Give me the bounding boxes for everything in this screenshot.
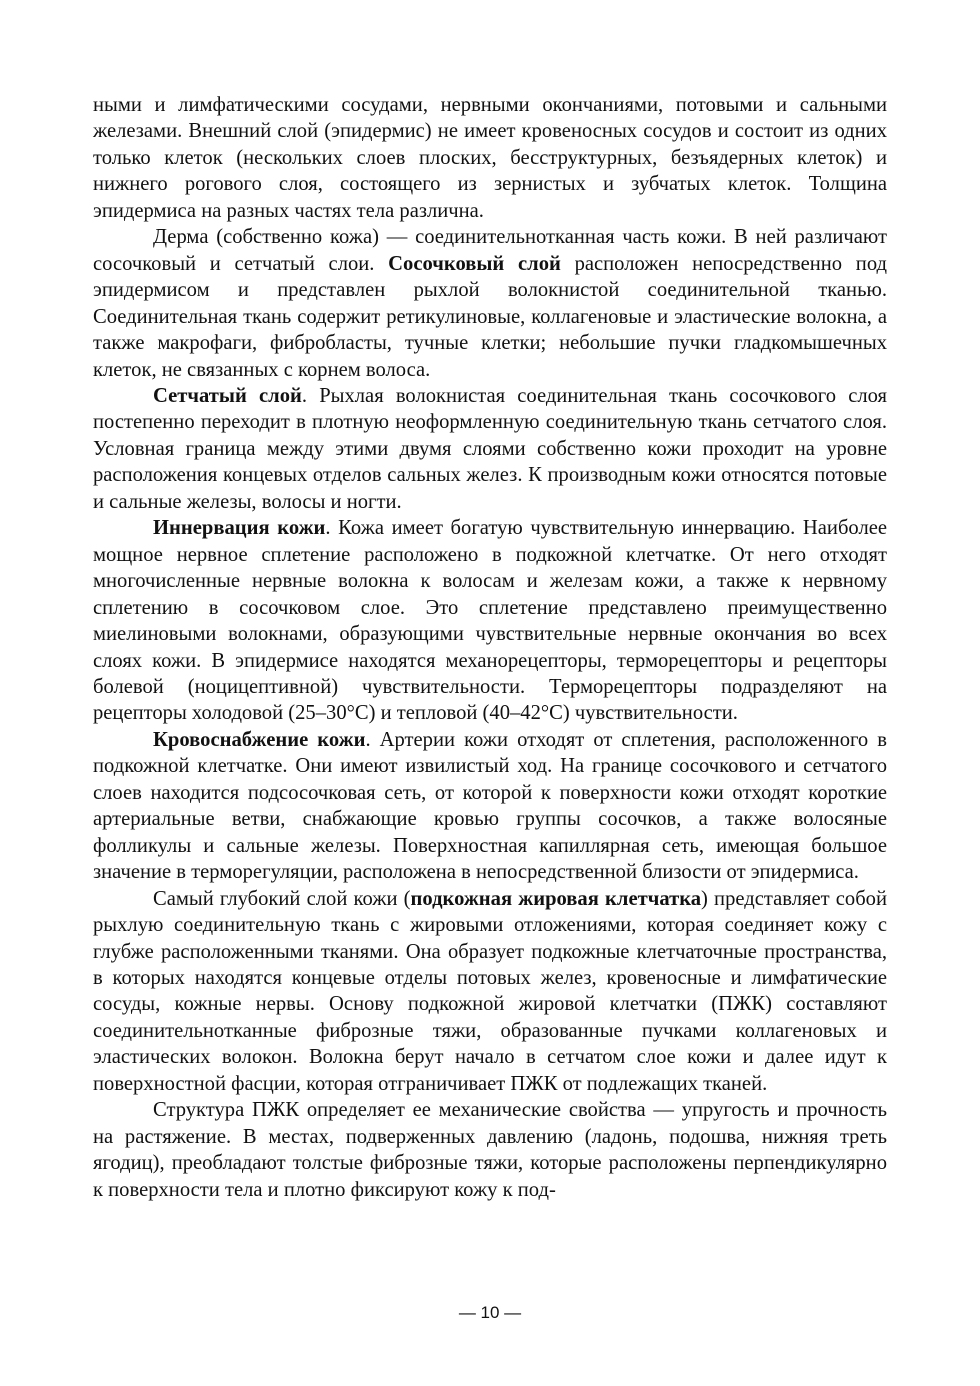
paragraph xyxy=(93,92,887,224)
text-run: Структура ПЖК определяет ее механические свойства — упругость и прочность на растяжение. В местах, подверженных давлению (ладонь, подошва, нижняя треть ягодиц), преобладают толстые фиброзные тяжи, которые расположены перпендикулярно к поверхности тела и плотно фиксируют кожу к под- xyxy=(93,1099,887,1201)
bold-term: Сосочковый слой xyxy=(388,252,561,275)
text-run: расположен непосредственно под эпидермисом и представлен рыхлой волокнистой соединительной тканью. Соединительная ткань содержит ретикулиновые, коллагеновые и эластические волокна, а также макрофаги, фибробласты, тучные клетки; небольшие пучки гладкомышечных клеток, не связанных с корнем волоса. xyxy=(93,252,887,381)
text-run: Дерма (собственно кожа) — соединительнотканная часть кожи. В ней различают сосочковый и сетчатый слои. xyxy=(93,226,887,275)
bold-term: подкожная жировая клетчатка xyxy=(410,887,702,910)
paragraph xyxy=(93,886,887,1098)
text-run: ) представляет собой рыхлую соединительную ткань с жировыми отложениями, которая соединяет кожу с глубже расположенными тканями. Она образует подкожные клетчаточные пространства, в которых находятся концевые отделы потовых желез, кровеносные и лимфатические сосуды, кожные нервы. Основу подкожной жировой клетчатки (ПЖК) составляют соединительнотканные фиброзные тяжи, образованные пучками коллагеновых и эластических волокон. Волокна берут начало в сетчатом слое кожи и далее идут к поверхностной фасции, которая отграничивает ПЖК от подлежащих тканей. xyxy=(93,887,887,1095)
text-run: . Рыхлая волокнистая соединительная ткань сосочкового слоя постепенно переходит в плотную неоформленную соединительную ткань сетчатого слоя. Условная граница между этими двумя слоями собственно кожи проходит на уровне расположения концевых отделов сальных желез. К производным кожи относятся потовые и сальные железы, волосы и ногти. xyxy=(93,384,887,513)
bold-term: Кровоснабжение кожи xyxy=(153,728,366,751)
page-number: — 10 — xyxy=(458,1303,522,1322)
paragraph xyxy=(93,383,887,515)
text-run: Самый глубокий слой кожи ( xyxy=(153,887,411,910)
paragraph xyxy=(93,727,887,886)
page-body xyxy=(93,92,887,1203)
bold-term: Иннервация кожи xyxy=(153,517,326,540)
paragraph xyxy=(93,515,887,727)
text-run: . Кожа имеет богатую чувствительную иннервацию. Наиболее мощное нервное сплетение расположено в подкожной клетчатке. От него отходят многочисленные нервные волокна к волосам и железам кожи, а также к нервному сплетению в сосочковом слое. Это сплетение представлено преимущественно миелиновыми волокнами, образующими чувствительные нервные окончания во всех слоях кожи. В эпидермисе находятся механорецепторы, терморецепторы и рецепторы болевой (ноцицептивной) чувствительности. Терморецепторы подразделяют на рецепторы холодовой (25–30°С) и тепловой (40–42°С) чувствительности. xyxy=(93,517,888,725)
paragraph xyxy=(93,224,887,383)
text-run: . Артерии кожи отходят от сплетения, расположенного в подкожной клетчатке. Они имеют извилистый ход. На границе сосочкового и сетчатого слоев находится подсосочковая сеть, от которой к поверхности кожи отходят короткие артериальные ветви, снабжающие кровью группы сосочков, а также волосяные фолликулы и сальные железы. Поверхностная капиллярная сеть, имеющая большое значение в терморегуляции, расположена в непосредственной близости от эпидермиса. xyxy=(93,728,887,884)
bold-term: Сетчатый слой xyxy=(153,384,302,407)
paragraph xyxy=(93,1097,887,1203)
text-run: ными и лимфатическими сосудами, нервными окончаниями, потовыми и сальными железами. Внешний слой (эпидермис) не имеет кровеносных сосудов и состоит из одних только клеток (нескольких слоев плоских, бесструктурных, безъядерных клеток) и нижнего рогового слоя, состоящего из зернистых и зубчатых клеток. Толщина эпидермиса на разных частях тела различна. xyxy=(93,94,887,222)
